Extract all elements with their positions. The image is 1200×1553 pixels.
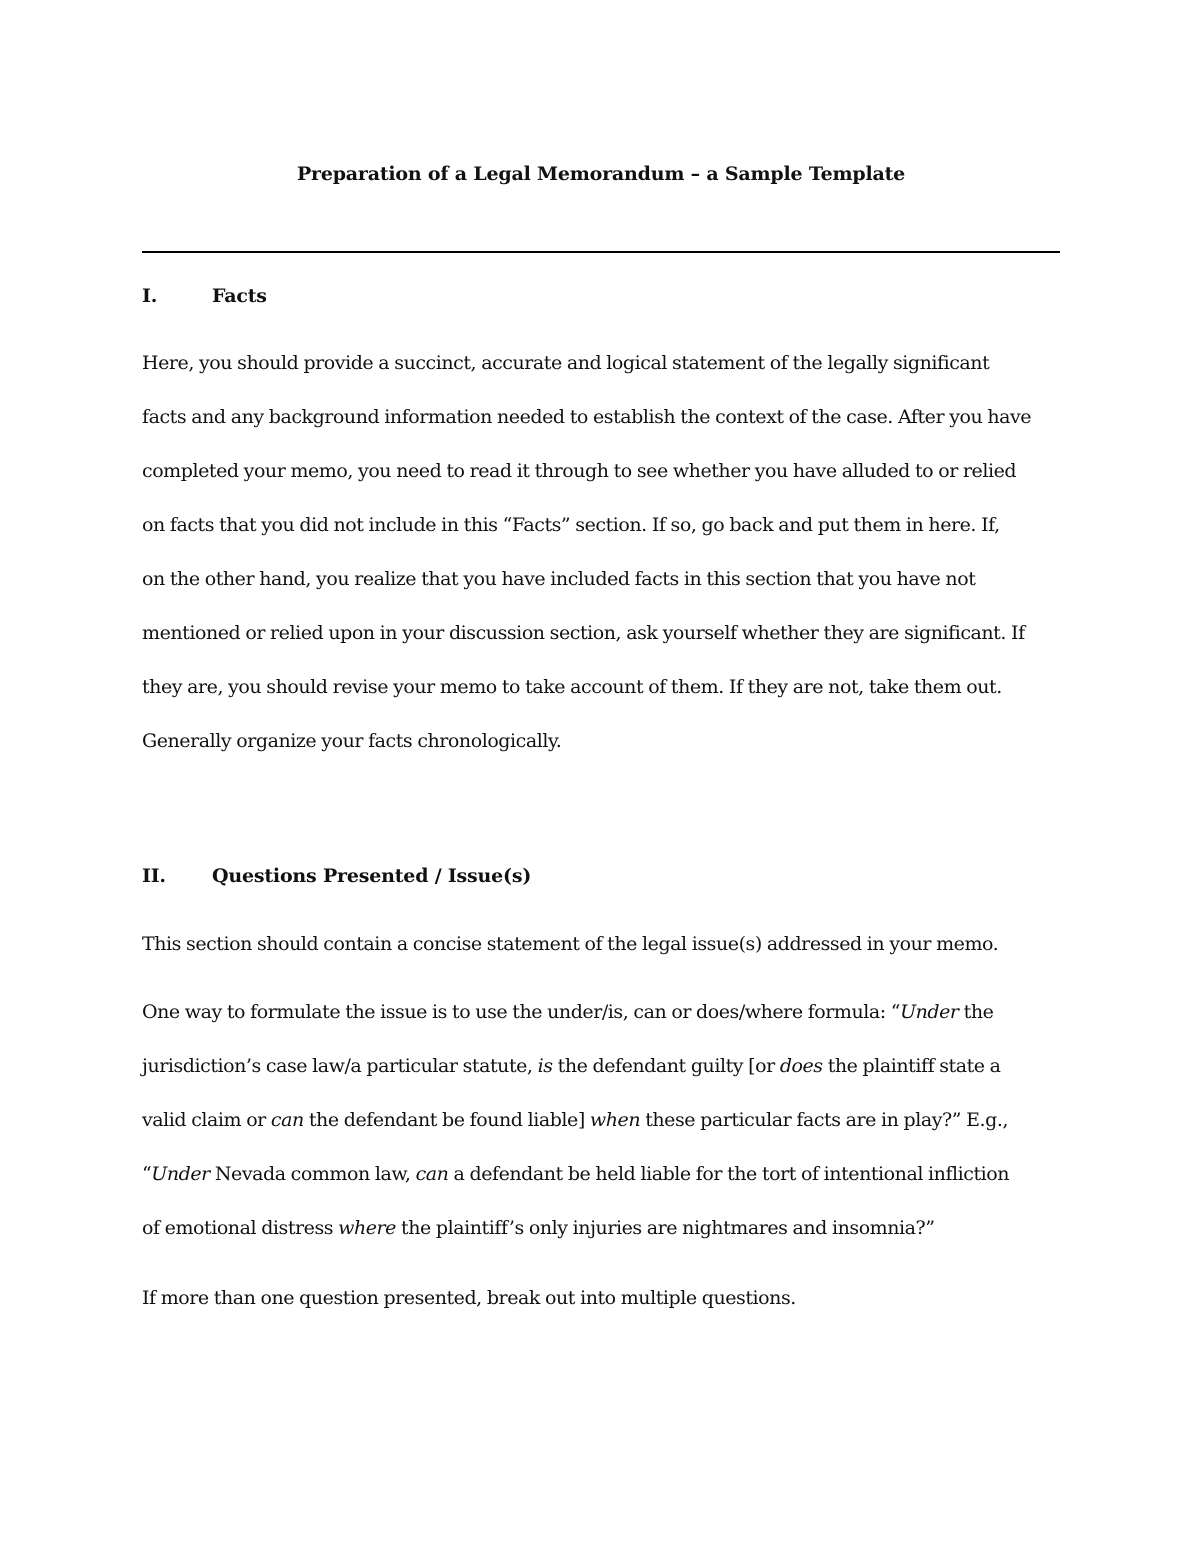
- paragraph-line: on facts that you did not include in this “Facts” section. If so, go back and put them in here. If,: [142, 514, 1000, 536]
- document-title: Preparation of a Legal Memorandum – a Sample Template: [296, 163, 906, 185]
- italic-term: Under: [900, 1001, 959, 1023]
- italic-term: when: [589, 1109, 641, 1131]
- italic-term: is: [537, 1055, 553, 1077]
- paragraph-line: [142, 1039, 1060, 1093]
- paragraph-line: on the other hand, you realize that you have included facts in this section that you have not: [142, 568, 976, 590]
- italic-term: can: [415, 1163, 449, 1185]
- paragraph-line: [142, 1147, 1060, 1201]
- italic-term: can: [270, 1109, 304, 1131]
- italic-term: Under: [151, 1163, 210, 1185]
- text-run: jurisdiction’s case law/a particular statute,: [142, 1055, 538, 1077]
- text-run: the plaintiff state a: [822, 1055, 1001, 1077]
- text-run: Nevada common law,: [209, 1163, 416, 1185]
- paragraph-line: mentioned or relied upon in your discussion section, ask yourself whether they are significant. If: [142, 622, 1025, 644]
- text-run: the defendant guilty [or: [552, 1055, 780, 1077]
- text-run: these particular facts are in play?” E.g.,: [640, 1109, 1009, 1131]
- section-title: Questions Presented / Issue(s): [212, 865, 532, 887]
- paragraph-line: [142, 1093, 1060, 1147]
- paragraph-line: facts and any background information needed to establish the context of the case. After you have: [142, 406, 1032, 428]
- paragraph-line: [142, 985, 1060, 1039]
- text-run: “: [142, 1163, 152, 1185]
- title-divider: [142, 251, 1060, 253]
- text-run: of emotional distress: [142, 1217, 339, 1239]
- questions-intro-paragraph: [142, 917, 1060, 971]
- section-number: II.: [142, 865, 166, 887]
- paragraph-line: they are, you should revise your memo to take account of them. If they are not, take them out.: [142, 676, 1002, 698]
- text-run: the: [958, 1001, 994, 1023]
- section-heading-questions-presented: [142, 862, 531, 890]
- document-page: [142, 0, 1060, 1553]
- text-run: the defendant be found liable]: [303, 1109, 590, 1131]
- section-title: Facts: [212, 285, 267, 307]
- text-run: One way to formulate the issue is to use the under/is, can or does/where formula: “: [142, 1001, 901, 1023]
- paragraph-line: If more than one question presented, break out into multiple questions.: [142, 1287, 796, 1309]
- questions-closing-paragraph: [142, 1271, 1060, 1325]
- text-run: the plaintiff’s only injuries are nightmares and insomnia?”: [395, 1217, 935, 1239]
- text-run: valid claim or: [142, 1109, 271, 1131]
- paragraph-line: completed your memo, you need to read it through to see whether you have alluded to or relied: [142, 460, 1017, 482]
- paragraph-line: This section should contain a concise statement of the legal issue(s) addressed in your memo.: [142, 933, 999, 955]
- facts-paragraph: [142, 336, 1060, 768]
- paragraph-line: Generally organize your facts chronologically.: [142, 730, 562, 752]
- paragraph-line: Here, you should provide a succinct, accurate and logical statement of the legally significant: [142, 352, 990, 374]
- text-run: a defendant be held liable for the tort of intentional infliction: [448, 1163, 1010, 1185]
- paragraph-line: [142, 1201, 1060, 1255]
- italic-term: where: [338, 1217, 396, 1239]
- section-heading-facts: [142, 282, 267, 310]
- italic-term: does: [779, 1055, 823, 1077]
- section-number: I.: [142, 285, 158, 307]
- issue-formula-paragraph: [142, 985, 1060, 1255]
